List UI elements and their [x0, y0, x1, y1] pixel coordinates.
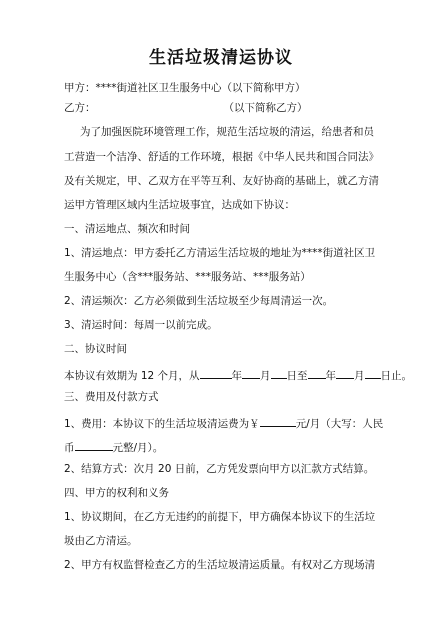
party-b-label: 乙方：: [64, 102, 96, 114]
section-1-heading: 一、清运地点、频次和时间: [64, 223, 190, 235]
intro-line-1: 为了加强医院环境管理工作，规范生活垃圾的清运，给患者和员: [80, 126, 374, 138]
document-title: 生活垃圾清运协议: [149, 48, 293, 68]
section-4-heading: 四、甲方的权利和义务: [64, 487, 169, 499]
section-1-item-1b: 生服务中心（含***服务站、***服务站、***服务站）: [64, 271, 311, 283]
section-2-heading: 二、协议时间: [64, 343, 127, 355]
intro-line-4: 运甲方管理区域内生活垃圾事宜，达成如下协议：: [64, 199, 295, 211]
party-b-suffix: （以下简称乙方）: [223, 102, 308, 114]
agreement-term-line: 本协议有效期为 12 个月，从 年 月 日至 年 月 日止。: [64, 370, 413, 382]
section-1-item-3: 3、清运时间：每周一以前完成。: [64, 319, 218, 331]
fee-line-2: 币 元整/月）。: [64, 442, 164, 454]
section-4-item-2: 2、甲方有权监督检查乙方的生活垃圾清运质量。有权对乙方现场清: [64, 559, 376, 571]
intro-line-3: 及有关规定，甲、乙双方在平等互利、友好协商的基础上，就乙方清: [64, 175, 379, 187]
section-1-item-2: 2、清运频次：乙方必须做到生活垃圾至少每周清运一次。: [64, 295, 334, 307]
party-a-line: 甲方：****街道社区卫生服务中心（以下简称甲方）: [64, 82, 306, 94]
section-4-item-1a: 1、协议期间，在乙方无违约的前提下，甲方确保本协议下的生活垃: [64, 511, 376, 523]
party-b-line: [64, 103, 394, 114]
section-3-heading: 三、费用及付款方式: [64, 391, 159, 403]
settlement-line: 2、结算方式：次月 20 日前，乙方凭发票向甲方以汇款方式结算。: [64, 463, 375, 475]
fee-line-1: 1、费用：本协议下的生活垃圾清运费为￥ 元/月（大写：人民: [64, 418, 384, 430]
section-1-item-1a: 1、清运地点：甲方委托乙方清运生活垃圾的地址为****街道社区卫: [64, 247, 376, 259]
section-4-item-1b: 圾由乙方清运。: [64, 535, 138, 547]
intro-line-2: 工营造一个洁净、舒适的工作环境，根据《中华人民共和国合同法》: [64, 151, 379, 163]
